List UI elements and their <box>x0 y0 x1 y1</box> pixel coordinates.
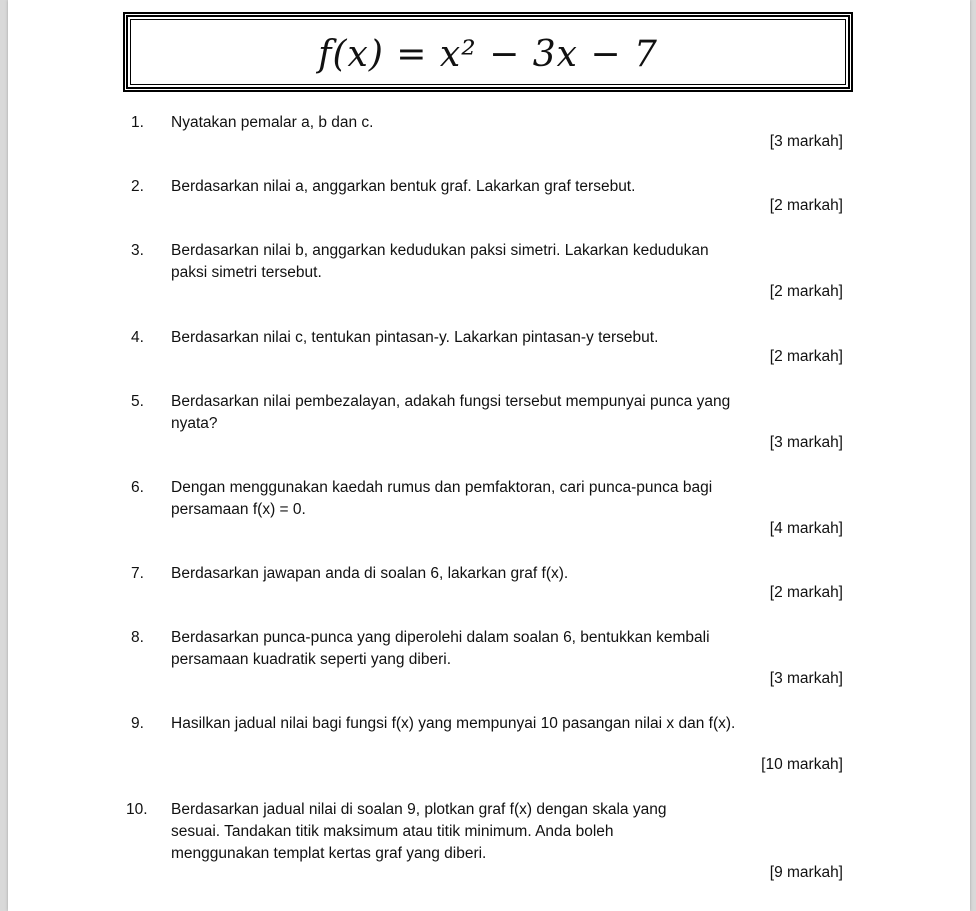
question-marks: [4 markah] <box>769 520 843 537</box>
question-text: Hasilkan jadual nilai bagi fungsi f(x) yang mempunyai 10 pasangan nilai x dan f(x). <box>171 715 736 732</box>
formula-box <box>123 12 853 92</box>
question-marks: [9 markah] <box>769 864 843 881</box>
question-marks: [2 markah] <box>769 283 843 300</box>
question-text: Berdasarkan nilai pembezalayan, adakah fungsi tersebut mempunyai punca yang nyata? <box>171 393 731 432</box>
question-number: 5. <box>131 393 144 410</box>
question-marks: [3 markah] <box>769 434 843 451</box>
question-marks: [10 markah] <box>761 756 843 773</box>
question-number: 10. <box>126 801 148 818</box>
question-number: 6. <box>131 479 144 496</box>
question-marks: [2 markah] <box>769 197 843 214</box>
question-number: 1. <box>131 114 144 131</box>
question-text: Berdasarkan nilai b, anggarkan kedudukan paksi simetri. Lakarkan kedudukan paksi simetri tersebut. <box>171 242 709 281</box>
question-text: Dengan menggunakan kaedah rumus dan pemfaktoran, cari punca-punca bagi persamaan f(x) = 0. <box>171 479 713 518</box>
question-number: 8. <box>131 629 144 646</box>
question-marks: [2 markah] <box>769 584 843 601</box>
question-text: Berdasarkan nilai a, anggarkan bentuk graf. Lakarkan graf tersebut. <box>171 178 636 195</box>
question-number: 9. <box>131 715 144 732</box>
worksheet-page <box>8 0 970 911</box>
question-number: 2. <box>131 178 144 195</box>
question-marks: [3 markah] <box>769 670 843 687</box>
question-text: Berdasarkan nilai c, tentukan pintasan-y. Lakarkan pintasan-y tersebut. <box>171 329 659 346</box>
question-number: 7. <box>131 565 144 582</box>
function-formula: f(x) = x² − 3x − 7 <box>318 34 658 75</box>
question-text: Berdasarkan jawapan anda di soalan 6, lakarkan graf f(x). <box>171 565 569 582</box>
question-marks: [2 markah] <box>769 348 843 365</box>
question-number: 3. <box>131 242 144 259</box>
question-text: Berdasarkan punca-punca yang diperolehi dalam soalan 6, bentukkan kembali persamaan kuadratik seperti yang diberi. <box>171 629 710 668</box>
question-number: 4. <box>131 329 144 346</box>
question-text: Berdasarkan jadual nilai di soalan 9, plotkan graf f(x) dengan skala yang sesuai. Tandakan titik maksimum atau titik minimum. Anda boleh menggunakan templat kertas graf yang diberi. <box>171 801 667 862</box>
question-marks: [3 markah] <box>769 133 843 150</box>
question-text: Nyatakan pemalar a, b dan c. <box>171 114 374 131</box>
